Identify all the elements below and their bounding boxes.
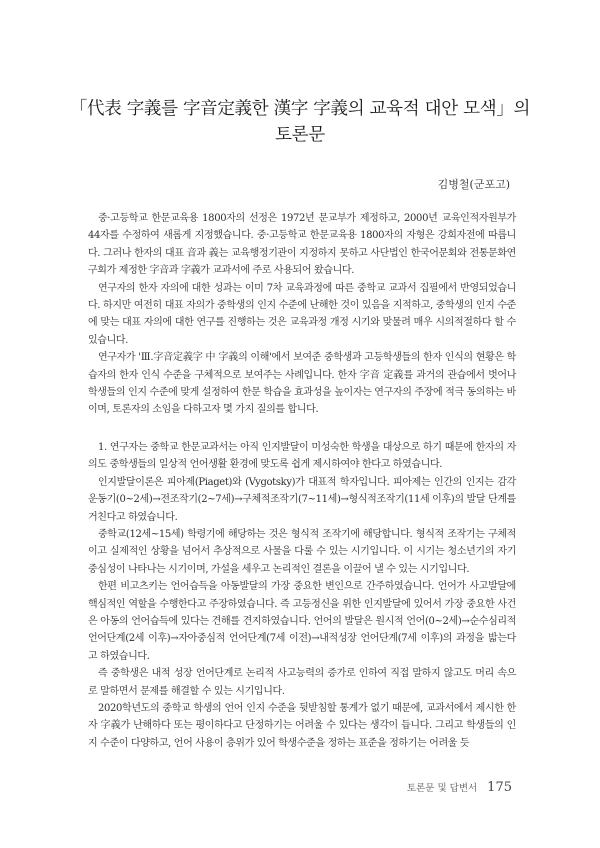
paragraph: 인지발달이론은 피아제(Piaget)와 (Vygotsky)가 대표적 학자입니다. 피아제는 인간의 인지는 감각운동기(0~2세)→전조작기(2~7세)→구체적조작기(7~11세)→형식적조작기(11세 이후)의 발달 단계를 거친다고 하였습니다. [88, 476, 516, 523]
author-byline: 김병철(군포고) [437, 178, 510, 191]
title-line-1: 「代表 字義를 字音定義한 漢字 字義의 교육적 대안 모색」의 [69, 99, 531, 119]
page-number: 175 [487, 780, 512, 795]
paragraph: 중학교(12세~15세) 학령기에 해당하는 것은 형식적 조작기에 해당합니다. 형식적 조작기는 구체적이고 실제적인 상황을 넘어서 추상적으로 사물을 다룰 수 있는 시기입니다. 이 시기는 청소년기의 자기중심성이 나타나는 시기이며, 가설을 세우고 논리적인 결론을 이끌어 낼 수 있는 시기입니다. [88, 528, 516, 575]
page-title [60, 96, 540, 148]
title-line-2: 토론문 [275, 125, 325, 145]
paragraph: 1. 연구자는 중학교 한문교과서는 아직 인지발달이 미성숙한 학생을 대상으로 하기 때문에 한자의 자의도 중학생들의 일상적 언어생활 환경에 맞도록 쉽게 제시하여야 한다고 하였습니다. [88, 441, 516, 471]
paragraph: 중·고등학교 한문교육용 1800자의 선정은 1972년 문교부가 제정하고, 2000년 교육인적자원부가 44자를 수정하여 새롭게 지정했습니다. 중·고등학교 한문교육용 1800자의 자형은 강희자전에 따릅니다. 그러나 한자의 대표 音과 義는 교육행정기관이 지정하지 못하고 사단법인 한국어문회와 전통문화연구회가 제정한 字音과 字義가 교과서에 주로 사용되어 왔습니다. [88, 213, 516, 277]
paragraph: 한편 비고츠키는 언어습득을 아동발달의 가장 중요한 변인으로 간주하였습니다. 언어가 사고발달에 핵심적인 역할을 수행한다고 주장하였습니다. 즉 고등정신을 위한 인지발달에 있어서 가장 중요한 사건은 아동의 언어습득에 있다는 견해를 견지하였습니다. 언어의 발달은 원시적 언어(0~2세)→순수심리적 언어단계(2세 이후)→자아중심적 언어단계(7세 이전)→내적성장 언어단계(7세 이후)의 과정을 밟는다고 하였습니다. [88, 581, 516, 662]
paragraph: 2020학년도의 중학교 학생의 언어 인지 수준을 뒷받침할 통계가 없기 때문에, 교과서에서 제시한 한자 字義가 난해하다 또는 평이하다고 단정하기는 어려울 수 있다는 생각이 듭니다. 그리고 학생들의 인지 수준이 다양하고, 언어 사용이 층위가 있어 학생수준을 정하는 표준을 정하기는 어려울 듯 [88, 702, 516, 749]
footer-section-label: 토론문 및 답변서 [406, 783, 478, 794]
paragraph: 연구자의 한자 자의에 대한 성과는 이미 7차 교육과정에 따른 중학교 교과서 집필에서 반영되었습니다. 하지만 여전히 대표 자의가 중학생의 인지 수준에 난해한 것이 있음을 지적하고, 중학생의 인지 수준에 맞는 대표 자의에 대한 연구를 진행하는 것은 교육과정 개정 시기와 맞물려 매우 시의적절하다 할 수 있습니다. [88, 282, 516, 346]
page-footer [407, 780, 512, 795]
paragraph: 연구자가 'Ⅲ.字音定義字 中 字義의 이해'에서 보여준 중학생과 고등학생들의 한자 인식의 현황은 학습자의 한자 인식 수준을 구체적으로 보여주는 사례입니다. 한자 字音 定義를 과거의 관습에서 벗어나 학생들의 인지 수준에 맞게 설정하여 한문 학습을 효과성을 높이자는 연구자의 주장에 적극 동의하는 바이며, 토론자의 소임을 다하고자 몇 가지 질의를 합니다. [88, 352, 516, 416]
body-text [88, 210, 516, 752]
paragraph: 즉 중학생은 내적 성장 언어단계로 논리적 사고능력의 증가로 인하여 직접 말하지 않고도 머리 속으로 말하면서 문제를 해결할 수 있는 시기입니다. [88, 668, 516, 697]
section-gap [88, 419, 516, 439]
